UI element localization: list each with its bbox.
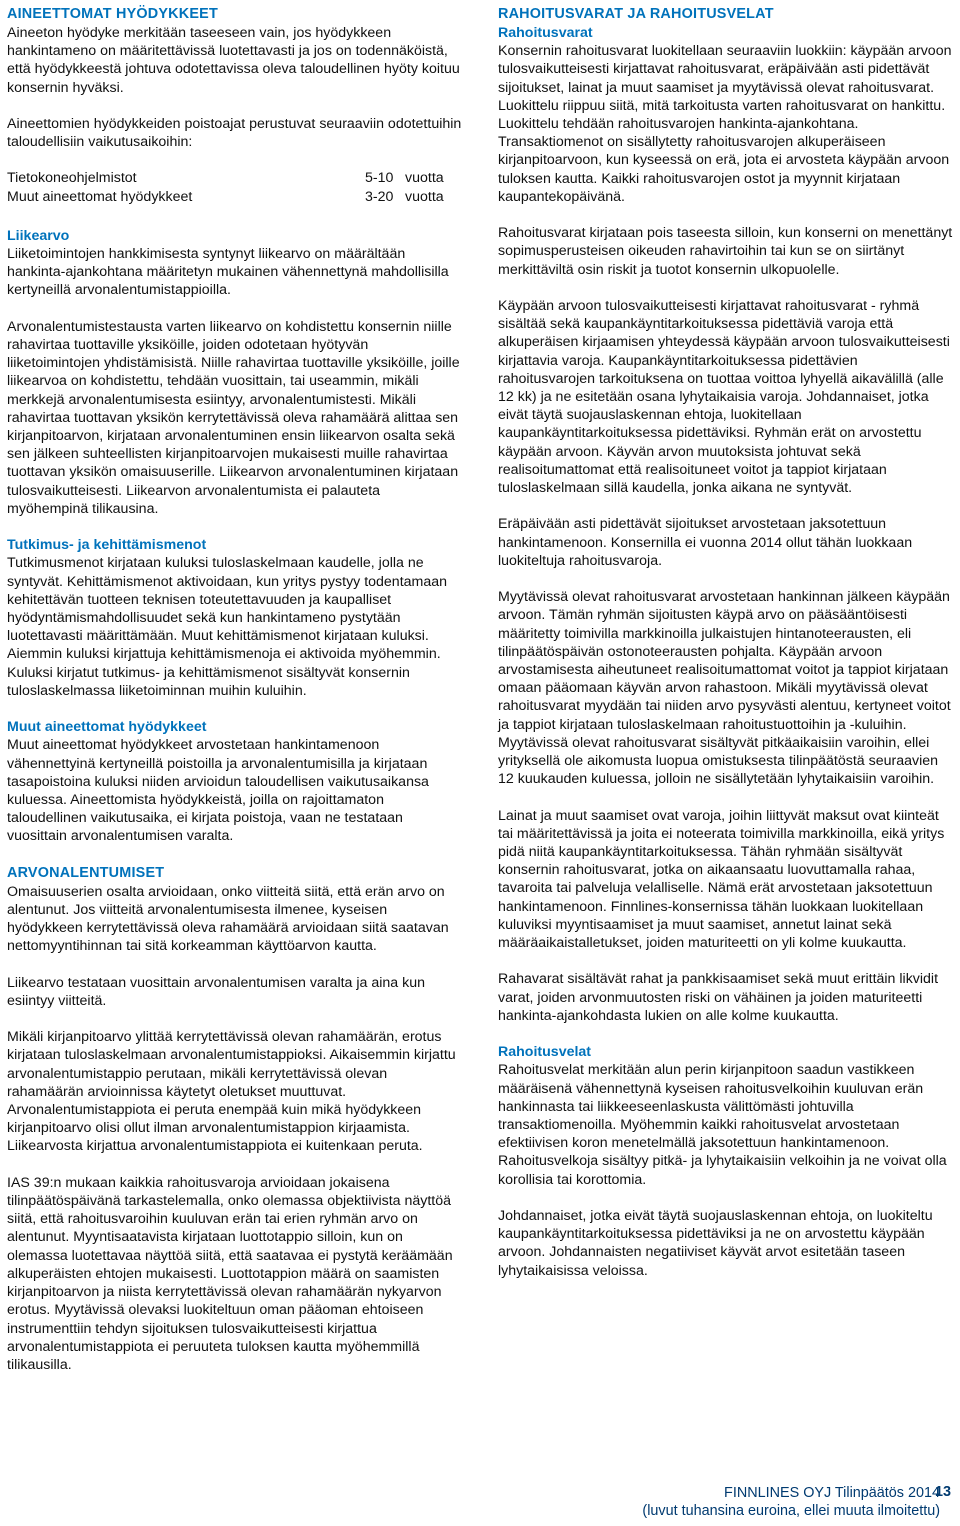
paragraph: Rahavarat sisältävät rahat ja pankkisaamiset sekä muut erittäin likvidit varat, joiden arvonmuutosten riski on vähäinen ja joiden maturiteetti hankinta-ajankohdasta lukien on alle kolme kuukautta.: [498, 971, 939, 1024]
footer-title: FINNLINES OYJ Tilinpäätös 2014: [724, 1485, 940, 1501]
paragraph: Omaisuuserien osalta arvioidaan, onko viitteitä siitä, että erän arvo on alentunut. Jos viitteitä arvonalentumisesta ilmenee, kyseisen hyödykkeen kerrytettävissä oleva rahamäärä arvioidaan siitä saatavan nettomyyntihinnan tai sitä korkeamman käyttöarvon kautta.: [7, 883, 449, 955]
asset-years: 5-10: [365, 170, 394, 187]
paragraph: Muut aineettomat hyödykkeet arvostetaan hankintamenoon vähennettyinä kertyneillä poistoilla ja arvonalentumisilla ja kirjataan tasapoistoina kuluksi niiden arvioidun taloudellisen vaikutusaikansa kuluessa. Aineettomista hyödykkeistä, joilla on rajoittamaton taloudellinen vaikutusaika, ei kirjata poistoja, vaan ne testataan vuosittain arvonalentumisen varalta.: [7, 737, 429, 845]
paragraph: Eräpäivään asti pidettävät sijoitukset arvostetaan jaksotettuun hankintamenoon. Konsernilla ei vuonna 2014 ollut tähän luokkaan luokiteltuja rahoitusvaroja.: [498, 516, 913, 569]
paragraph: Lainat ja muut saamiset ovat varoja, joihin liittyvät maksut ovat kiinteät tai määritettävissä ja joita ei noteerata toimivilla markkinoilla, eikä yritys pidä niitä kaupankäyntitarkoituksessa. Tähän ryhmään sisältyvät konsernin rahoitusvarat, jotka on aikaansaatu luovuttamalla rahaa, tavaroita tai palveluja velalliselle. Nämä erät arvostetaan jaksotettuun hankintamenoon. Finnlines-konsernissa tähän luokkaan luokitellaan kuluviksi myyntisaamiset ja muut saamiset, annetut lainat sekä määräaikaistalletukset, joiden maturiteetti on yli kolme kuukautta.: [498, 807, 945, 952]
section-heading-arvonalentumiset: ARVONALENTUMISET: [7, 864, 165, 881]
paragraph: Myytävissä olevat rahoitusvarat arvostetaan hankinnan jälkeen käypään arvoon. Tämän ryhmän sijoitusten käypä arvo on pääsääntöisesti määritetty toimivilla markkinoilla julkaistujen hintanoteerausten, eli tilinpäätöspäivän ostonoteerausten pohjalta. Käypään arvoon arvostamisesta aiheutuneet realisoitumattomat voitot ja tappiot kirjataan omaan pääomaan käyvän arvon rahastoon. Mikäli myytävissä olevat rahoitusvarat myydään tai niiden arvo pysyvästi alentuu, kertyneet voitot ja tappiot kirjataan tuloslaskelmaan rahoitustuottoihin ja -kuluihin. Myytävissä olevat rahoitusvarat sisältyvät pitkäaikaisiin varoihin, ellei yrityksellä ole aikomusta luopua omistuksesta tilinpäätöstä seuraavien 12 kuukauden kuluessa, jolloin ne sisällytetään lyhytaikaisiin varoihin.: [498, 589, 951, 788]
paragraph: Liiketoimintojen hankkimisesta syntynyt liikearvo on määrältään hankinta-ajankohtana määritetyn mukainen vähennettynä mahdollisilla kertyneillä arvonalentumistappioilla.: [7, 246, 449, 299]
paragraph: Konsernin rahoitusvarat luokitellaan seuraaviin luokkiin: käypään arvoon tulosvaikutteisesti kirjattavat rahoitusvarat, eräpäivään asti pidettävät sijoitukset, lainat ja muut saamiset ja myytävissä olevat rahoitusvarat. Luokittelu riippuu siitä, mitä tarkoitusta varten rahoitusvarat on hankittu. Luokittelu tehdään rahoitusvarojen hankinta-ajankohtana. Transaktiomenot on sisällytetty rahoitusvarojen alkuperäiseen kirjanpitoarvoon, kun kyseessä on erä, jota ei arvosteta käypään arvoon tuloksen kautta. Kaikki rahoitusvarojen ostot ja myynnit kirjataan kaupantekopäivänä.: [498, 43, 952, 205]
paragraph: Mikäli kirjanpitoarvo ylittää kerrytettävissä olevan rahamäärän, erotus kirjataan tuloslaskelmaan arvonalentumistappioksi. Aikaisemmin kirjattu arvonalentumistappio perutaan, mikäli kerrytettävissä olevan rahamäärän arvioinnissa käytetyt oletukset muuttuvat. Arvonalentumistappiota ei peruta enempää kuin mikä hyödykkeen kirjanpitoarvo olisi ollut ilman arvonalentumistappion kirjaamista. Liikearvosta kirjattua arvonalentumistappiota ei kuitenkaan peruta.: [7, 1029, 456, 1155]
paragraph: Rahoitusvarat kirjataan pois taseesta silloin, kun konserni on menettänyt sopimusperusteisen oikeuden rahavirtoihin tai kun se on siirtänyt merkittäviltä osin riskit ja tuotot konsernin ulkopuolelle.: [498, 225, 953, 278]
paragraph: Aineeton hyödyke merkitään taseeseen vain, jos hyödykkeen hankintameno on määritettävissä luotettavasti ja jos on todennäköistä, että hyödykkeestä johtuva odotettavissa oleva taloudellinen hyöty koituu konsernin hyväksi.: [7, 25, 460, 96]
asset-unit: vuotta: [405, 188, 444, 205]
section-heading-rahoitus: RAHOITUSVARAT JA RAHOITUSVELAT: [498, 6, 774, 22]
subheading-rahoitusvelat: Rahoitusvelat: [498, 1044, 592, 1061]
asset-class: Tietokoneohjelmistot: [7, 170, 137, 187]
subheading-muut-aineettomat: Muut aineettomat hyödykkeet: [7, 719, 207, 736]
left-column: [7, 4, 462, 1374]
paragraph: Arvonalentumistestausta varten liikearvo on kohdistettu konsernin niille rahavirtaa tuottaville yksiköille, joiden odotetaan hyötyvän liiketoimintojen yhdistämisistä. Niille rahavirtaa tuottaville yksiköille, joille liikearvoa on kohdistettu, tehdään vuosittain, tai useammin, mikäli merkkejä arvonalentumisesta esiintyy, arvonalentumistesti. Mikäli rahavirtaa tuottavan yksikön kerrytettävissä oleva rahamäärä alittaa sen kirjanpitoarvon, kirjataan arvonalentuminen ensin liikearvon osalta sekä sen jälkeen suhteellisten kirjanpitoarvojen mukaisesti muille rahavirtaa tuottavan yksikön omaisuuserille. Liikearvon arvonalentuminen kirjataan tulosvaikutteisesti. Liikearvon arvonalentumista ei palauteta myöhempinä tilikausina.: [7, 318, 460, 517]
section-heading-aineettomat: AINEETTOMAT HYÖDYKKEET: [7, 6, 218, 22]
page-footer: [560, 1484, 940, 1520]
paragraph: Käypään arvoon tulosvaikutteisesti kirjattavat rahoitusvarat - ryhmä sisältää sekä kaupankäyntitarkoituksessa pidettäviä varoja että alkuperäisen kirjaamisen yhteydessä käypään arvoon tulosvaikutteisesti kirjattavia varoja. Kaupankäyntitarkoituksessa pidettävien rahoitusvarojen tarkoituksena on tuottaa voittoa lyhyellä aikavälillä (alle 12 kk) ja ne esitetään osana lyhytaikaisia varoja. Johdannaiset, jotka eivät täytä suojauslaskennan ehtoja, luokitellaan kaupankäyntitarkoituksessa pidettäviksi. Ryhmän erät on arvostettu käypään arvoon. Käyvän arvon muutoksista johtuvat sekä realisoitumattomat että realisoituneet voitot ja tappiot kirjataan tuloslaskelmaan sillä kaudella, jonka aikana ne syntyvät.: [498, 298, 950, 497]
asset-years: 3-20: [365, 188, 394, 205]
asset-unit: vuotta: [405, 170, 444, 187]
useful-lives-list: [7, 169, 462, 205]
paragraph: Aineettomien hyödykkeiden poistoajat perustuvat seuraaviin odotettuihin taloudellisiin vaikutusaikoihin:: [7, 116, 462, 151]
paragraph: Rahoitusvelat merkitään alun perin kirjanpitoon saadun vastikkeen määräisenä vähennettynä kyseisen rahoitusvelkoihin kuuluvan erän hankinnasta tai liikkeeseenlaskusta välittömästi johtuvilla transaktiomenoilla. Myöhemmin kaikki rahoitusvelat arvostetaan efektiivisen koron menetelmällä jaksotettuun hankintamenoon. Rahoitusvelkoja sisältyy pitkä- ja lyhytaikaisiin velkoihin ja ne voivat olla korollisia tai korottomia.: [498, 1062, 947, 1188]
useful-life-row: [7, 169, 462, 187]
subheading-rahoitusvarat: Rahoitusvarat: [498, 25, 593, 41]
right-column: [498, 4, 956, 1280]
asset-class: Muut aineettomat hyödykkeet: [7, 188, 193, 205]
paragraph: Liikearvo testataan vuosittain arvonalentumisen varalta ja aina kun esiintyy viitteitä.: [7, 974, 425, 1009]
useful-life-row: [7, 188, 462, 206]
subheading-tutkimus: Tutkimus- ja kehittämismenot: [7, 537, 207, 554]
subheading-liikearvo: Liikearvo: [7, 227, 70, 244]
paragraph: IAS 39:n mukaan kaikkia rahoitusvaroja arvioidaan jokaisena tilinpäätöspäivänä tarkastelemalla, onko olemassa objektiivista näyttöä siitä, että rahoitusvaroihin kuuluvan erän tai erien ryhmän arvo on alentunut. Myyntisaatavista kirjataan luottotappio silloin, kun on olemassa luotettavaa näyttöä siitä, että saatavaa ei pystytä keräämään alkuperäisten ehtojen mukaisesti. Luottotappion määrä on saamisten kirjanpitoarvon ja niista kerrytettävissä olevan rahamäärän nykyarvon erotus. Myytävissä olevaksi luokiteltuun oman pääoman ehtoiseen instrumenttiin tehdyn sijoituksen tulosvaikutteisesti kirjattua arvonalentumistappiota ei peruuteta tuloksen kautta myöhemmillä tilikausilla.: [7, 1174, 453, 1373]
footer-note: (luvut tuhansina euroina, ellei muuta ilmoitettu): [642, 1503, 940, 1519]
paragraph: Johdannaiset, jotka eivät täytä suojauslaskennan ehtoja, on luokiteltu kaupankäyntitarkoituksessa pidettäviksi ja ne on arvostettu käypään arvoon. Johdannaisten negatiiviset käyvät arvot esitetään taseen lyhytaikaisissa veloissa.: [498, 1208, 933, 1279]
paragraph: Tutkimusmenot kirjataan kuluksi tuloslaskelmaan kaudelle, jolla ne syntyvät. Kehittämismenot aktivoidaan, kun yritys pystyy todentamaan kehitettävän tuotteen teknisen toteutettavuuden ja kaupalliset hyödyntämismahdollisuudet sekä kun hankintameno pystytään luotettavasti määrittämään. Muut kehittämismenot kirjataan kuluksi. Aiemmin kuluksi kirjattuja kehittämismenoja ei aktivoida myöhemmin. Kuluksi kirjatut tutkimus- ja kehittämismenot sisältyvät konsernin tuloslaskelmassa liiketoiminnan muihin kuluihin.: [7, 555, 448, 699]
page-number: 13: [935, 1484, 952, 1500]
